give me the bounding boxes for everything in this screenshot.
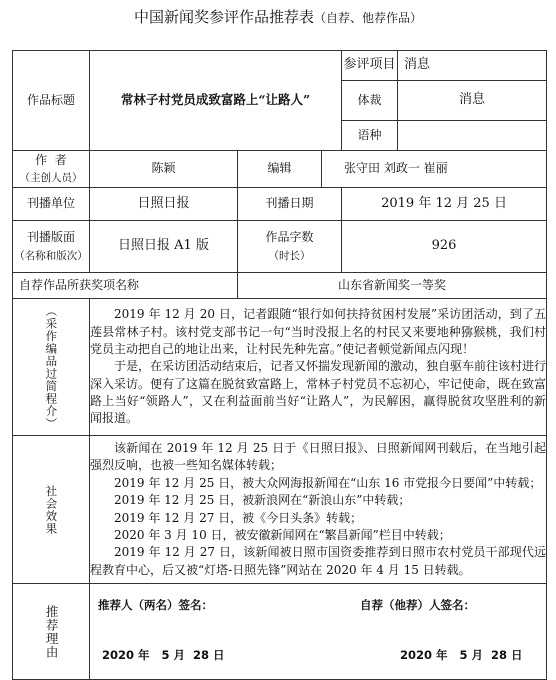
process-label: （采作编品过简程介） — [44, 304, 59, 430]
reason-label: 推荐理由 — [44, 604, 60, 659]
editor-value[interactable]: 张守田 刘政一 崔丽 — [322, 151, 547, 188]
effect-paragraph: 2019 年 12 月 27 日，被《今日头条》转载； — [114, 510, 363, 525]
effect-paragraph: 该新闻在 2019 年 12 月 25 日于《日照日报》、日照新闻网刊载后，在当地引起强烈反响，也被一些知名媒体转载； — [90, 440, 547, 473]
pub-date-value[interactable]: 2019 年 12 月 25 日 — [342, 188, 547, 221]
language-label: 语种 — [342, 121, 398, 151]
publisher-label: 刊播单位 — [13, 188, 90, 221]
title-main: 中国新闻奖参评作品推荐表 — [133, 8, 314, 26]
author-label — [13, 151, 90, 188]
effect-paragraph: 2019 年 12 月 27 日，该新闻被日照市国资委推荐到日照市农村党员干部现代远程教育中心，后又被“灯塔-日照先锋”网站在 2020 年 4 月 15 日转载。 — [90, 545, 547, 577]
title-sub: （自荐、他荐作品） — [314, 11, 423, 25]
author-label-main: 作 者 — [35, 152, 67, 167]
effect-label-cell — [13, 436, 90, 584]
layout-label-main: 刊播版面 — [26, 230, 75, 245]
awards-label: 自荐作品所获奖项名称 — [13, 273, 238, 299]
self-signature-label: 自荐（他荐）人签名： — [360, 597, 475, 612]
reason-label-cell — [13, 584, 90, 680]
process-label-cell — [13, 299, 90, 436]
layout-label-sub: （名称和版次） — [14, 249, 88, 262]
process-content[interactable] — [90, 299, 547, 436]
signature-area[interactable] — [90, 584, 547, 680]
work-title-value[interactable]: 常林子村党员成致富路上“让路人” — [90, 51, 342, 151]
word-count-label-sub: （时长） — [268, 249, 311, 262]
category-value[interactable]: 消息 — [398, 51, 547, 81]
effect-label: 社会效果 — [44, 484, 59, 535]
recommendation-form — [12, 50, 547, 680]
word-count-value[interactable]: 926 — [342, 221, 547, 273]
layout-label — [13, 221, 90, 273]
awards-value[interactable]: 山东省新闻奖一等奖 — [238, 273, 547, 299]
process-paragraph: 于是，在采访团活动结束后，记者又怀揣发现新闻的激动，独自驱车前往该村进行深入采访。便有了这篇在脱贫致富路上，常林子村党员不忘初心，牢记使命，既在致富路上当好“领路人”，又在利益面前当好“让路人”，为民解困，赢得脱贫攻坚胜利的新闻报道。 — [90, 359, 547, 426]
word-count-label-main: 作品字数 — [265, 230, 314, 245]
self-date: 2020 年 5 月 28 日 — [400, 647, 523, 662]
effect-paragraph: 2019 年 12 月 25 日，被大众网海报新闻在“山东 16 市党报今日要闻”中转载； — [114, 475, 542, 490]
pub-date-label: 刊播日期 — [238, 188, 342, 221]
language-value[interactable] — [398, 121, 547, 151]
effect-paragraph: 2020 年 3 月 10 日，被安徽新闻网在“繁昌新闻”栏目中转载； — [114, 527, 451, 542]
author-value[interactable]: 陈颖 — [90, 151, 238, 188]
recommender-date: 2020 年 5 月 28 日 — [102, 647, 225, 662]
genre-label: 体裁 — [342, 81, 398, 121]
work-title-label: 作品标题 — [13, 51, 90, 151]
layout-value[interactable]: 日照日报 A1 版 — [90, 221, 238, 273]
editor-label: 编辑 — [238, 151, 322, 188]
form-title — [0, 6, 556, 27]
effect-paragraph: 2019 年 12 月 25 日，被新浪网在“新浪山东”中转载； — [114, 493, 411, 508]
author-label-sub: （主创人员） — [19, 172, 83, 184]
genre-value[interactable]: 消息 — [398, 81, 547, 121]
publisher-value[interactable]: 日照日报 — [90, 188, 238, 221]
category-label: 参评项目 — [342, 51, 398, 81]
process-paragraph: 2019 年 12 月 20 日，记者跟随“银行如何扶持贫困村发展”采访团活动，到了五莲县常林子村。该村党支部书记一句“当时没报上名的村民又来要地种猕猴桃，我们村党员主动把自己的地让出来，让村民先种先富。”使记者顿觉新闻点闪现！ — [90, 307, 547, 356]
effect-content[interactable] — [90, 436, 547, 584]
word-count-label — [238, 221, 342, 273]
recommender-signature-label: 推荐人（两名）签名： — [98, 597, 213, 612]
